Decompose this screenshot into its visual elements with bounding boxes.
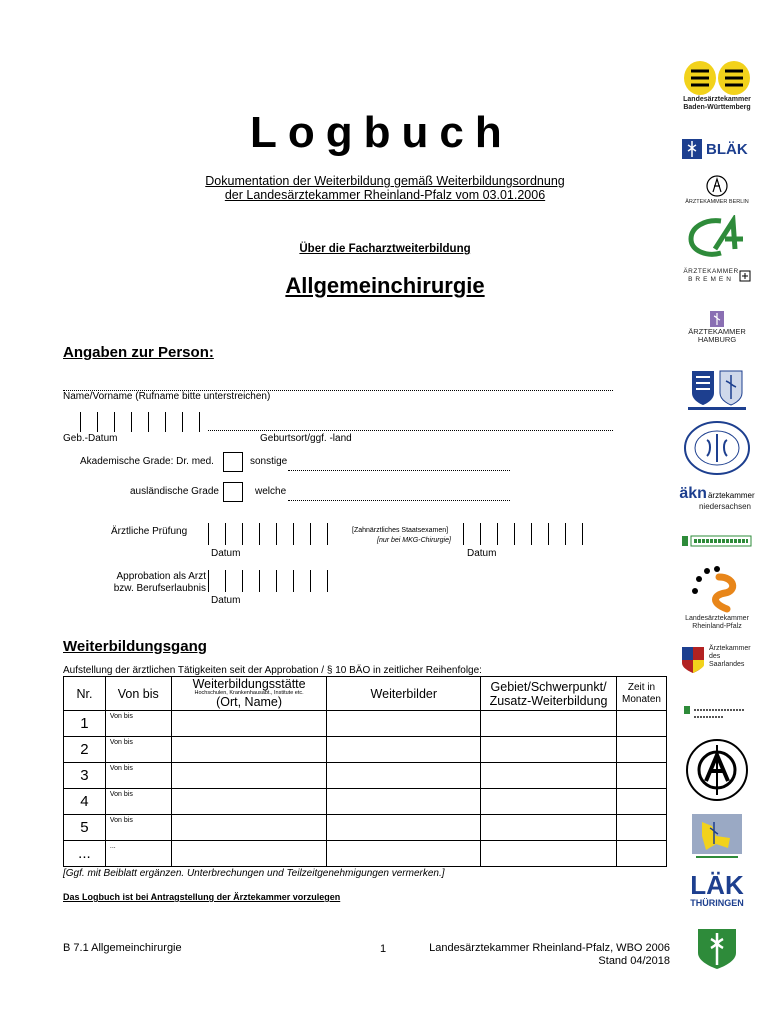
thueringen-text: THÜRINGEN bbox=[690, 898, 744, 908]
row-von-bis[interactable]: Von bis bbox=[105, 789, 171, 815]
approb-label-line-2: bzw. Berufserlaubnis bbox=[113, 583, 206, 594]
footer-right-line-1: Landesärztekammer Rheinland-Pfalz, WBO 2006 bbox=[429, 942, 670, 954]
saarland-crest-icon bbox=[680, 645, 706, 675]
logo-saarland bbox=[680, 645, 754, 675]
mv-round-seal-icon bbox=[682, 420, 752, 476]
rlp-text-2: Rheinland-Pfalz bbox=[692, 623, 742, 630]
person-heading: Angaben zur Person: bbox=[63, 344, 214, 361]
row-number: 2 bbox=[64, 737, 106, 763]
row-weiterbilder-cell[interactable] bbox=[327, 711, 481, 737]
table-row[interactable] bbox=[64, 789, 667, 815]
row-gebiet-cell[interactable] bbox=[481, 711, 617, 737]
logo-mecklenburg-vorpommern bbox=[680, 420, 754, 476]
logo-sachsen-anhalt bbox=[680, 737, 754, 803]
logo-blaek bbox=[680, 137, 754, 161]
row-zeit-cell[interactable] bbox=[617, 763, 667, 789]
nds-text-2: ärztekammer bbox=[707, 491, 755, 500]
ueber-label: Über die Facharztweiterbildung bbox=[299, 243, 471, 255]
logo-hamburg bbox=[680, 310, 754, 344]
hamburg-caduceus-icon bbox=[709, 310, 725, 328]
footer-left: B 7.1 Allgemeinchirurgie bbox=[63, 942, 182, 954]
dr-med-checkbox[interactable] bbox=[223, 452, 243, 472]
name-label: Name/Vorname (Rufname bitte unterstreichen) bbox=[63, 391, 271, 402]
row-gebiet-cell[interactable] bbox=[481, 763, 617, 789]
logo-thueringen bbox=[680, 872, 754, 908]
row-weiterbilder-cell[interactable] bbox=[327, 841, 481, 867]
col-statte-header bbox=[171, 677, 327, 711]
berlin-bear-icon bbox=[704, 174, 730, 198]
hamburg-text-2: HAMBURG bbox=[697, 335, 737, 344]
row-von-bis[interactable]: Von bis bbox=[105, 737, 171, 763]
row-weiterbilder-cell[interactable] bbox=[327, 763, 481, 789]
bremen-key-icon bbox=[739, 270, 751, 282]
table-row[interactable] bbox=[64, 737, 667, 763]
approb-label-line-1: Approbation als Arzt bbox=[116, 571, 206, 582]
geb-label: Geb.-Datum bbox=[63, 433, 118, 444]
logo-bremen bbox=[680, 268, 754, 284]
bremen-textblock bbox=[683, 268, 738, 284]
logo-rheinland-pfalz bbox=[680, 565, 754, 631]
saar-text-1: Ärztekammer bbox=[709, 645, 751, 652]
pruefung-label: Ärztliche Prüfung bbox=[111, 526, 188, 537]
row-von-bis[interactable]: Von bis bbox=[105, 711, 171, 737]
row-weiterbilder-cell[interactable] bbox=[327, 789, 481, 815]
logo-berlin bbox=[680, 174, 754, 206]
nds-row bbox=[679, 485, 754, 503]
row-gebiet-cell[interactable] bbox=[481, 841, 617, 867]
row-statte-cell[interactable] bbox=[171, 789, 327, 815]
weiterbildung-table bbox=[63, 676, 667, 867]
bremen-text-2: BREMEN bbox=[688, 276, 734, 283]
logo-westfalen-lippe bbox=[680, 925, 754, 971]
row-number: 3 bbox=[64, 763, 106, 789]
welche-line[interactable] bbox=[288, 500, 510, 501]
ausl-grade-label: ausländische Grade bbox=[130, 486, 219, 497]
blaek-caduceus-icon bbox=[680, 137, 704, 161]
logo-hessen bbox=[680, 367, 754, 411]
table-row[interactable] bbox=[64, 815, 667, 841]
logo-baden-wuerttemberg bbox=[680, 60, 754, 112]
nordrhein-banner-icon bbox=[682, 533, 752, 551]
col-gebiet-header bbox=[481, 677, 617, 711]
rlp-text-1: Landesärztekammer bbox=[685, 615, 749, 622]
table-row[interactable] bbox=[64, 711, 667, 737]
row-statte-cell[interactable] bbox=[171, 711, 327, 737]
col-statte-title: Weiterbildungsstätte bbox=[192, 677, 306, 691]
subtitle-line-2: der Landesärztekammer Rheinland-Pfalz vom 03.01.2006 bbox=[224, 188, 546, 202]
row-gebiet-cell[interactable] bbox=[481, 815, 617, 841]
row-statte-cell[interactable] bbox=[171, 763, 327, 789]
thueringen-lak: LÄK bbox=[690, 870, 744, 900]
geburtsort-label: Geburtsort/ggf. -land bbox=[260, 433, 352, 444]
col-nr-header: Nr. bbox=[64, 677, 106, 711]
sonstige-label: sonstige bbox=[250, 456, 288, 467]
approb-datum-label: Datum bbox=[211, 595, 241, 606]
table-row[interactable] bbox=[64, 763, 667, 789]
logo-nordrhein bbox=[680, 533, 754, 551]
row-zeit-cell[interactable] bbox=[617, 737, 667, 763]
zahn-label: [Zahnärztliches Staatsexamen] bbox=[352, 527, 449, 534]
row-von-bis[interactable]: Von bis bbox=[105, 815, 171, 841]
col-gebiet-line-2: Zusatz-Weiterbildung bbox=[489, 693, 608, 708]
row-number: 5 bbox=[64, 815, 106, 841]
row-weiterbilder-cell[interactable] bbox=[327, 737, 481, 763]
logo-niedersachsen bbox=[680, 485, 754, 511]
approb-label bbox=[106, 571, 206, 595]
row-gebiet-cell[interactable] bbox=[481, 737, 617, 763]
antrag-note: Das Logbuch ist bei Antragstellung der Ärztekammer vorzulegen bbox=[63, 892, 341, 902]
col-zeit-line-2: Monaten bbox=[622, 693, 661, 705]
row-weiterbilder-cell[interactable] bbox=[327, 815, 481, 841]
row-number: ... bbox=[64, 841, 106, 867]
col-weiterbilder-header: Weiterbilder bbox=[327, 677, 481, 711]
saar-text-2: des bbox=[709, 653, 721, 660]
row-statte-cell[interactable] bbox=[171, 737, 327, 763]
row-number: 1 bbox=[64, 711, 106, 737]
welche-label: welche bbox=[255, 486, 287, 497]
sachsen-anhalt-seal-icon bbox=[684, 737, 750, 803]
row-zeit-cell[interactable] bbox=[617, 711, 667, 737]
col-statte-small: Hochschulen, Krankenhausabt., Institute etc. bbox=[194, 690, 304, 696]
col-statte-sub: (Ort, Name) bbox=[216, 695, 283, 709]
row-number: 4 bbox=[64, 789, 106, 815]
col-zeit-line-1: Zeit in bbox=[627, 681, 656, 693]
akad-grade-label: Akademische Grade: Dr. med. bbox=[80, 456, 214, 467]
hamburg-text-1: ÄRZTEKAMMER bbox=[688, 327, 746, 336]
sh-map-icon bbox=[690, 812, 744, 860]
pruefung-datum-label: Datum bbox=[211, 548, 241, 559]
geb-datum-boxes[interactable] bbox=[80, 412, 200, 432]
sonstige-line[interactable] bbox=[288, 470, 510, 471]
bw-lions-icon bbox=[682, 60, 752, 96]
col-gebiet-line-1: Gebiet/Schwerpunkt/ bbox=[490, 679, 607, 694]
col-zeit-header bbox=[617, 677, 667, 711]
gang-heading: Weiterbildungsgang bbox=[63, 638, 207, 655]
row-gebiet-cell[interactable] bbox=[481, 789, 617, 815]
fach-title: Allgemeinchirurgie bbox=[285, 273, 485, 298]
row-statte-cell[interactable] bbox=[171, 841, 327, 867]
approb-datum-boxes[interactable] bbox=[208, 570, 328, 590]
berlin-text: ÄRZTEKAMMER BERLIN bbox=[685, 199, 749, 205]
rlp-snake-icon bbox=[689, 565, 745, 615]
row-zeit-cell[interactable] bbox=[617, 789, 667, 815]
zahn-datum-label: Datum bbox=[467, 548, 497, 559]
table-header-row bbox=[64, 677, 667, 711]
subtitle-line-1: Dokumentation der Weiterbildung gemäß Weiterbildungsordnung bbox=[205, 174, 565, 188]
sachsen-text-icon bbox=[682, 702, 752, 724]
saarland-textblock bbox=[709, 645, 751, 669]
hessen-shield-icon bbox=[686, 367, 748, 411]
blaek-text: BLÄK bbox=[706, 140, 748, 158]
zahn-datum-boxes[interactable] bbox=[463, 523, 583, 543]
row-von-bis[interactable]: ... bbox=[105, 841, 171, 867]
logo-schleswig-holstein bbox=[680, 812, 754, 860]
bremen-row bbox=[683, 268, 750, 284]
table-note: [Ggf. mit Beiblatt ergänzen. Unterbrechungen und Teilzeitgenehmigungen vermerken.] bbox=[63, 868, 445, 879]
logo-brandenburg bbox=[680, 215, 754, 259]
row-von-bis[interactable]: Von bis bbox=[105, 763, 171, 789]
footer-right-line-2: Stand 04/2018 bbox=[598, 955, 670, 967]
brandenburg-lak-icon bbox=[685, 215, 749, 259]
bremen-text-1: ÄRZTEKAMMER bbox=[683, 268, 739, 275]
saar-text-3: Saarlandes bbox=[709, 661, 745, 668]
gang-intro: Aufstellung der ärztlichen Tätigkeiten seit der Approbation / § 10 BÄO in zeitlicher Reihenfolge: bbox=[63, 665, 482, 676]
bw-text-2: Baden-Württemberg bbox=[683, 104, 751, 111]
pruefung-datum-boxes[interactable] bbox=[208, 523, 328, 543]
nds-akn: äkn bbox=[679, 485, 707, 502]
bw-text-1: Landesärztekammer bbox=[683, 96, 751, 103]
nds-text-3: niedersachsen bbox=[698, 502, 752, 511]
ausl-grade-checkbox[interactable] bbox=[223, 482, 243, 502]
mkg-label: [nur bei MKG-Chirurgie] bbox=[377, 537, 451, 544]
geburtsort-line[interactable] bbox=[208, 430, 613, 431]
row-statte-cell[interactable] bbox=[171, 815, 327, 841]
row-zeit-cell[interactable] bbox=[617, 841, 667, 867]
row-zeit-cell[interactable] bbox=[617, 815, 667, 841]
document-title: Logbuch bbox=[250, 108, 513, 157]
footer-right bbox=[410, 942, 670, 968]
westfalen-shield-icon bbox=[694, 925, 740, 971]
footer-page-number: 1 bbox=[380, 943, 387, 955]
logo-sachsen bbox=[680, 702, 754, 724]
col-von-header: Von bis bbox=[105, 677, 171, 711]
table-row[interactable] bbox=[64, 841, 667, 867]
